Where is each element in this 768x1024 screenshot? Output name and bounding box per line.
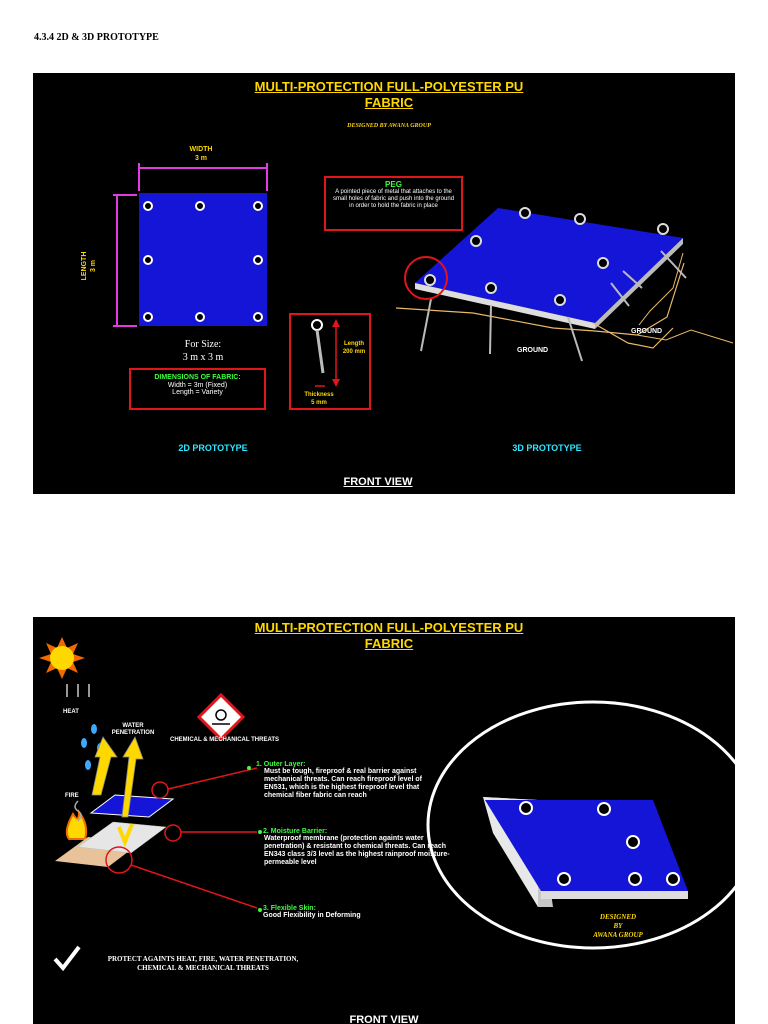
sun-icon xyxy=(39,637,85,679)
chemical-threats-label: CHEMICAL & MECHANICAL THREATS xyxy=(170,737,279,743)
check-icon xyxy=(55,947,79,968)
ground-label-1: GROUND xyxy=(517,347,549,354)
label-2d-prototype: 2D PROTOTYPE xyxy=(178,443,248,453)
layer-2-description: 2. Moisture Barrier: Waterproof membrane (protection againts water penetration) & resistant to chemical threats. Can reach EN343 class 3/3 level as the highest rainproof moisture-permeable level xyxy=(263,828,450,866)
size-note: For Size: 3 m x 3 m xyxy=(182,339,224,363)
protect-statement: PROTECT AGAINTS HEAT, FIRE, WATER PENETRATION, CHEMICAL & MECHANICAL THREATS xyxy=(107,955,299,972)
diagram-title-line-2: FABRIC xyxy=(364,95,414,110)
diagram-2-title-line-2: FABRIC xyxy=(364,636,414,651)
designed-by-label-2: DESIGNED BY AWANA GROUP xyxy=(593,913,643,939)
prototype-2d-3d-diagram xyxy=(33,73,735,494)
peg-title: PEG xyxy=(385,180,402,189)
ground-label-2: GROUND xyxy=(631,328,663,335)
front-view-label-2: FRONT VIEW xyxy=(349,1014,419,1024)
label-3d-prototype: 3D PROTOTYPE xyxy=(512,443,582,453)
prototype-drawing xyxy=(33,73,735,494)
diagram-2-title-line-1: MULTI-PROTECTION FULL-POLYESTER PU xyxy=(254,620,524,635)
peg-length-label: Length 200 mm xyxy=(342,341,366,355)
fire-label: FIRE xyxy=(65,793,79,799)
water-arrow xyxy=(92,737,117,795)
width-label: WIDTH 3 m xyxy=(189,146,213,162)
section-title: 4.3.4 2D & 3D PROTOTYPE xyxy=(34,32,159,43)
dimensions-length: Length = Variety xyxy=(172,389,223,396)
chemical-hazard-icon xyxy=(199,695,243,739)
layer-1-description: 1. Outer Layer: Must be tough, fireproof & real barrier against mechanical threats. Can reach fireproof level of EN531, which is the highest fireproof level that chemical fiber fabric can reach xyxy=(256,761,422,799)
front-view-label: FRONT VIEW xyxy=(343,476,413,488)
length-label: LENGTH 3 m xyxy=(81,251,97,281)
diagram-title-line-1: MULTI-PROTECTION FULL-POLYESTER PU xyxy=(254,79,524,94)
dimensions-box xyxy=(129,368,266,410)
layer-3-description: 3. Flexible Skin: Good Flexibility in Deforming xyxy=(263,905,361,919)
heat-label: HEAT xyxy=(63,709,79,715)
peg-description: A pointed piece of metal that attaches to the small holes of fabric and push into the ground in order to hold the fabric in place xyxy=(332,189,455,209)
fabric-2d xyxy=(139,193,267,326)
designed-by-label: DESIGNED BY AWANA GROUP xyxy=(347,123,431,129)
fire-icon xyxy=(67,801,86,839)
heat-arrows xyxy=(67,684,89,697)
dimensions-width: Width = 3m (Fixed) xyxy=(167,382,228,389)
fabric-3d-panel-2 xyxy=(485,800,688,891)
dimensions-title: DIMENSIONS OF FABRIC: xyxy=(154,374,241,381)
water-penetration-label: WATER PENETRATION xyxy=(111,723,155,736)
fabric-layers-diagram xyxy=(33,617,735,1024)
peg-info-box xyxy=(324,176,463,231)
peg-thickness-label: Thickness 5 mm xyxy=(304,392,334,406)
